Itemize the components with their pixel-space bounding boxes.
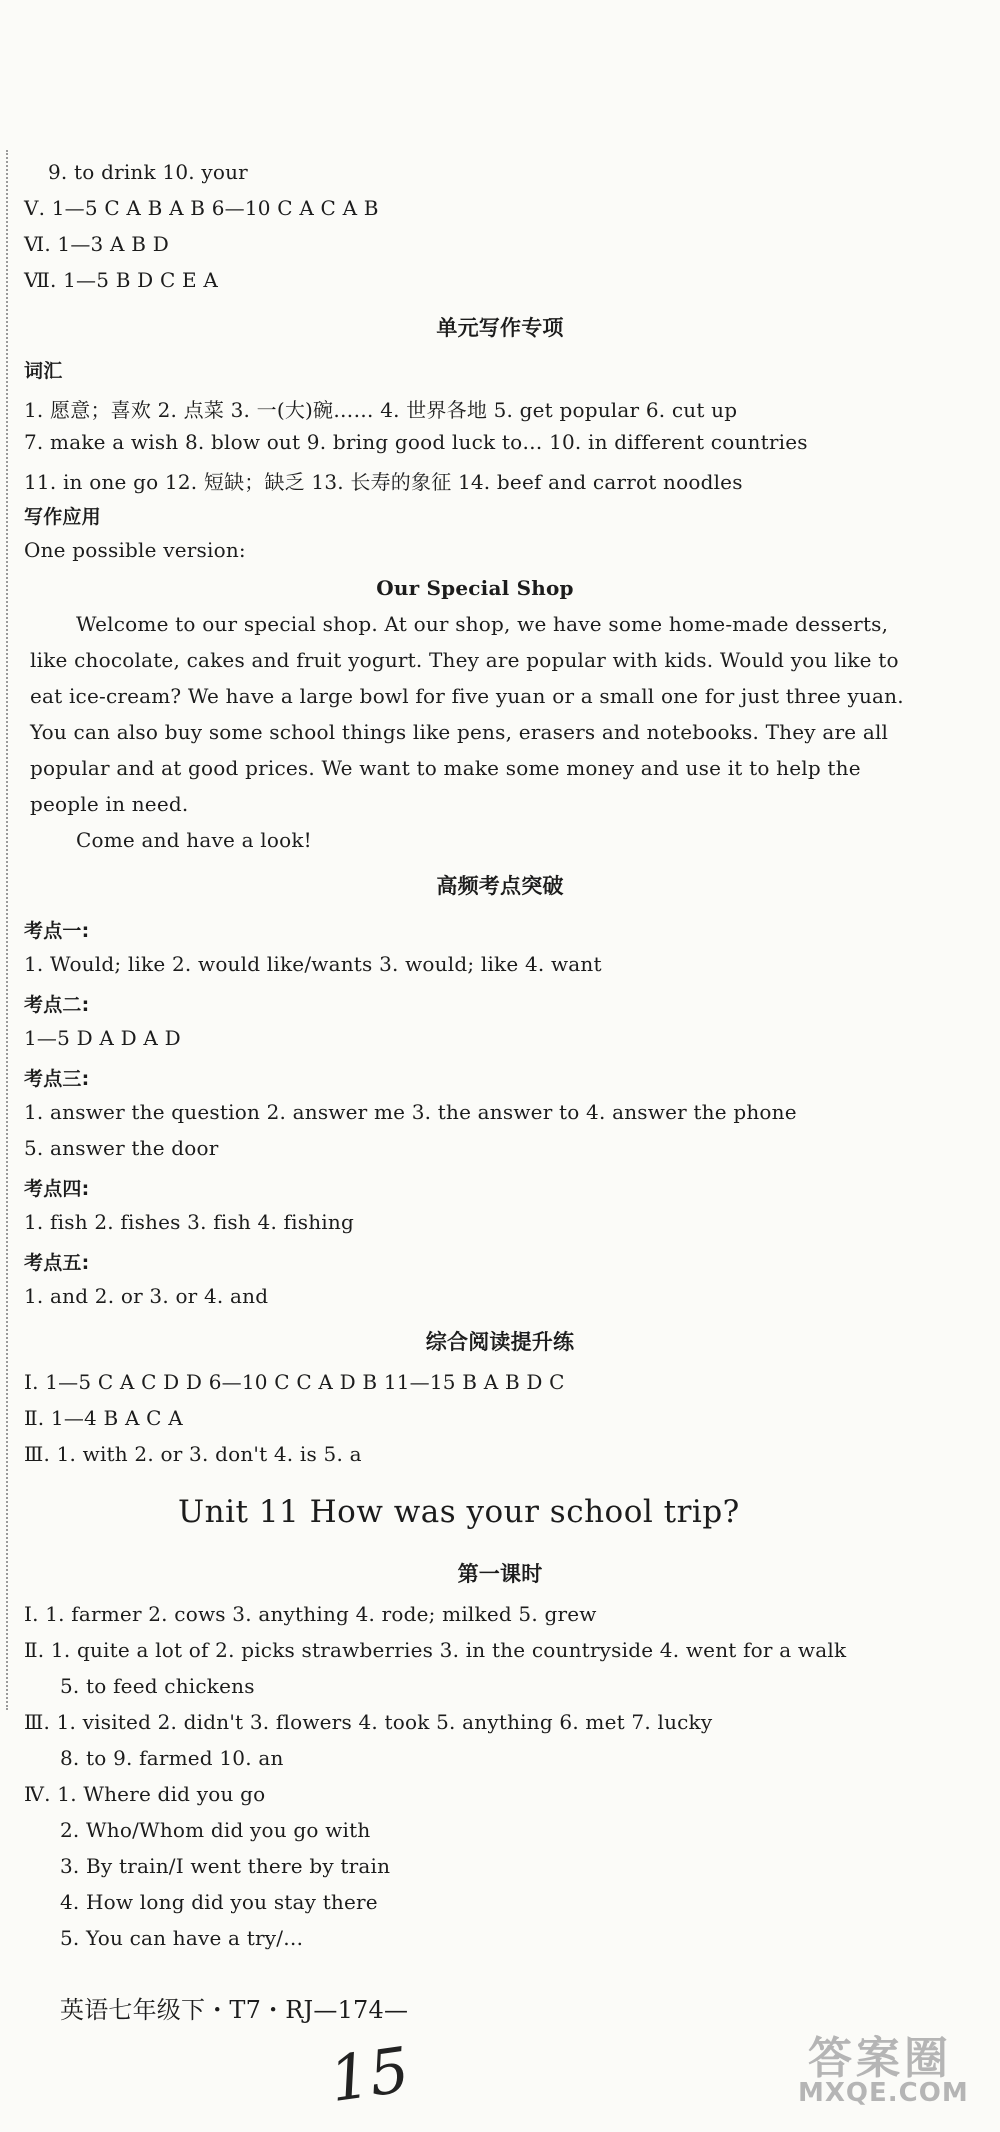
essay-line-1: Welcome to our special shop. At our shop, we have some home-made desserts, <box>76 612 889 636</box>
binding-margin-line <box>6 150 8 1710</box>
point-1-answers: 1. Would; like 2. would like/wants 3. would; like 4. want <box>24 952 602 976</box>
point-5-answers: 1. and 2. or 3. or 4. and <box>24 1284 269 1308</box>
essay-line-2: like chocolate, cakes and fruit yogurt. They are popular with kids. Would you like to <box>30 648 899 672</box>
vocab-line-2: 7. make a wish 8. blow out 9. bring good luck to… 10. in different countries <box>24 430 808 454</box>
site-watermark <box>798 2022 978 2122</box>
essay-title: Our Special Shop <box>376 576 574 600</box>
essay-line-3: eat ice-cream? We have a large bowl for five yuan or a small one for just three yuan. <box>30 684 904 708</box>
unit-line-9: 4. How long did you stay there <box>60 1890 378 1914</box>
page-footer: 英语七年级下・T7・RJ—174— <box>60 1996 409 2024</box>
vocab-line-1: 1. 愿意；喜欢 2. 点菜 3. 一(大)碗…… 4. 世界各地 5. get popular 6. cut up <box>24 398 738 422</box>
point-4-label: 考点四: <box>24 1178 90 1200</box>
point-3-label: 考点三: <box>24 1068 90 1090</box>
unit-line-1: Ⅰ. 1. farmer 2. cows 3. anything 4. rode; milked 5. grew <box>24 1602 597 1626</box>
essay-line-6: people in need. <box>30 792 189 816</box>
watermark-logo-text: 答案圈 <box>808 2033 952 2084</box>
unit-line-2: Ⅱ. 1. quite a lot of 2. picks strawberries 3. in the countryside 4. went for a walk <box>24 1638 847 1662</box>
essay-line-5: popular and at good prices. We want to make some money and use it to help the <box>30 756 861 780</box>
point-5-label: 考点五: <box>24 1252 90 1274</box>
essay-line-7: Come and have a look! <box>76 828 312 852</box>
point-2-label: 考点二: <box>24 994 90 1016</box>
unit-line-3: 5. to feed chickens <box>60 1674 255 1698</box>
top-line-4: Ⅶ. 1—5 B D C E A <box>24 268 219 292</box>
unit-line-4: Ⅲ. 1. visited 2. didn't 3. flowers 4. took 5. anything 6. met 7. lucky <box>24 1710 713 1734</box>
writing-app-label: 写作应用 <box>24 506 101 528</box>
unit-line-5: 8. to 9. farmed 10. an <box>60 1746 284 1770</box>
reading-line-2: Ⅱ. 1—4 B A C A <box>24 1406 183 1430</box>
vocab-line-3: 11. in one go 12. 短缺；缺乏 13. 长寿的象征 14. beef and carrot noodles <box>24 470 743 494</box>
reading-line-3: Ⅲ. 1. with 2. or 3. don't 4. is 5. a <box>24 1442 362 1466</box>
handwritten-page-number: 15 <box>325 2032 414 2117</box>
top-line-2: Ⅴ. 1—5 C A B A B 6—10 C A C A B <box>24 196 379 220</box>
point-4-answers: 1. fish 2. fishes 3. fish 4. fishing <box>24 1210 354 1234</box>
reading-heading: 综合阅读提升练 <box>425 1330 575 1354</box>
essay-line-4: You can also buy some school things like pens, erasers and notebooks. They are all <box>30 720 889 744</box>
writing-heading: 单元写作专项 <box>436 316 564 340</box>
points-heading: 高频考点突破 <box>436 874 564 898</box>
possible-version: One possible version: <box>24 538 246 562</box>
watermark-url: MXQE.COM <box>798 2078 969 2108</box>
unit-line-10: 5. You can have a try/… <box>60 1926 304 1950</box>
unit-line-8: 3. By train/I went there by train <box>60 1854 391 1878</box>
reading-line-1: Ⅰ. 1—5 C A C D D 6—10 C C A D B 11—15 B A B D C <box>24 1370 565 1394</box>
point-3-answers-b: 5. answer the door <box>24 1136 219 1160</box>
top-line-1: 9. to drink 10. your <box>48 160 248 184</box>
point-2-answers: 1—5 D A D A D <box>24 1026 181 1050</box>
point-1-label: 考点一: <box>24 920 90 942</box>
vocab-label: 词汇 <box>24 360 63 382</box>
unit-line-7: 2. Who/Whom did you go with <box>60 1818 371 1842</box>
unit-line-6: Ⅳ. 1. Where did you go <box>24 1782 266 1806</box>
top-line-3: Ⅵ. 1—3 A B D <box>24 232 169 256</box>
lesson-heading: 第一课时 <box>457 1562 543 1586</box>
point-3-answers-a: 1. answer the question 2. answer me 3. the answer to 4. answer the phone <box>24 1100 797 1124</box>
unit-title: Unit 11 How was your school trip? <box>178 1494 740 1530</box>
